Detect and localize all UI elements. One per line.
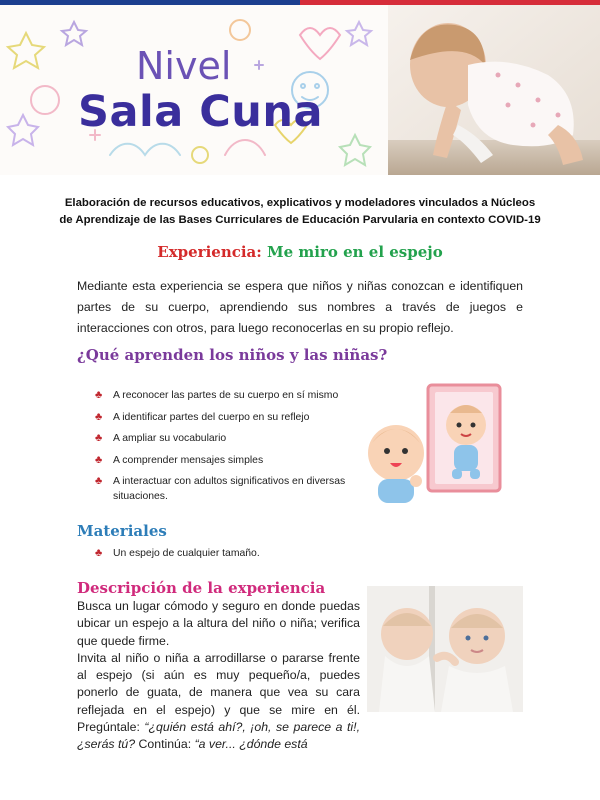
description-body <box>77 598 360 754</box>
club-icon: ♣ <box>95 475 103 487</box>
materials-heading: Materiales <box>77 522 167 540</box>
description-heading: Descripción de la experiencia <box>77 579 326 597</box>
list-item-text: A comprender mensajes simples <box>113 454 264 466</box>
list-item <box>95 431 365 446</box>
experience-label: Experiencia: <box>157 243 262 261</box>
list-item-text: A reconocer las partes de su cuerpo en sí mismo <box>113 390 339 401</box>
paragraph-text: Continúa: <box>135 737 195 752</box>
list-item-text: A interactuar con adultos significativos en diversas situaciones. <box>113 476 346 502</box>
list-item-text: A ampliar su vocabulario <box>113 433 227 444</box>
learning-heading: ¿Qué aprenden los niños y las niñas? <box>77 346 388 364</box>
baby-crawling-photo <box>388 5 600 175</box>
club-icon: ♣ <box>95 410 103 423</box>
description-paragraph-2 <box>77 650 360 754</box>
list-item <box>95 474 365 504</box>
list-item <box>95 410 365 425</box>
description-paragraph-1: Busca un lugar cómodo y seguro en donde puedas ubicar un espejo a la altura del niño o niña; verifica que quede firme. <box>77 599 360 648</box>
learning-list <box>95 388 365 511</box>
club-icon: ♣ <box>95 547 103 559</box>
list-item-text: Un espejo de cualquier tamaño. <box>113 548 260 559</box>
experience-title <box>0 243 600 261</box>
baby-mirror-illustration <box>358 383 508 508</box>
club-icon: ♣ <box>95 432 103 444</box>
document-subtitle: Elaboración de recursos educativos, explicativos y modeladores vinculados a Núcleos de Aprendizaje de las Bases Curriculares de Educación Parvularia en contexto COVID-19 <box>59 197 541 226</box>
baby-mirror-photo <box>367 586 523 712</box>
intro-paragraph: Mediante esta experiencia se espera que niños y niñas conozcan e identifiquen partes de su cuerpo, aprendiendo sus nombres a través de juegos e interacciones con otros, para luego reconocerlas en su propio reflejo. <box>77 279 523 335</box>
list-item <box>95 546 395 561</box>
list-item-text: A identificar partes del cuerpo en su reflejo <box>113 411 310 423</box>
level-label: Nivel <box>136 44 232 88</box>
club-icon: ♣ <box>95 389 103 401</box>
materials-list <box>95 546 395 561</box>
level-name: Sala Cuna <box>78 87 324 137</box>
quote-text: “¿quién está ahí?, ¡oh, se parece a ti!, ¿serás tú? <box>77 720 360 752</box>
quote-text: “a ver... ¿dónde está <box>194 737 308 752</box>
list-item <box>95 388 365 403</box>
experience-name: Me miro en el espejo <box>267 243 443 261</box>
list-item <box>95 453 365 468</box>
club-icon: ♣ <box>95 453 103 466</box>
paragraph-text: Invita al niño o niña a arrodillarse o pararse frente al espejo (si aún es muy pequeño/a, puedes ponerlo de guata, de manera que vea su cara reflejada en el espejo) y que se mire en él. Pregúntale: <box>77 650 360 735</box>
